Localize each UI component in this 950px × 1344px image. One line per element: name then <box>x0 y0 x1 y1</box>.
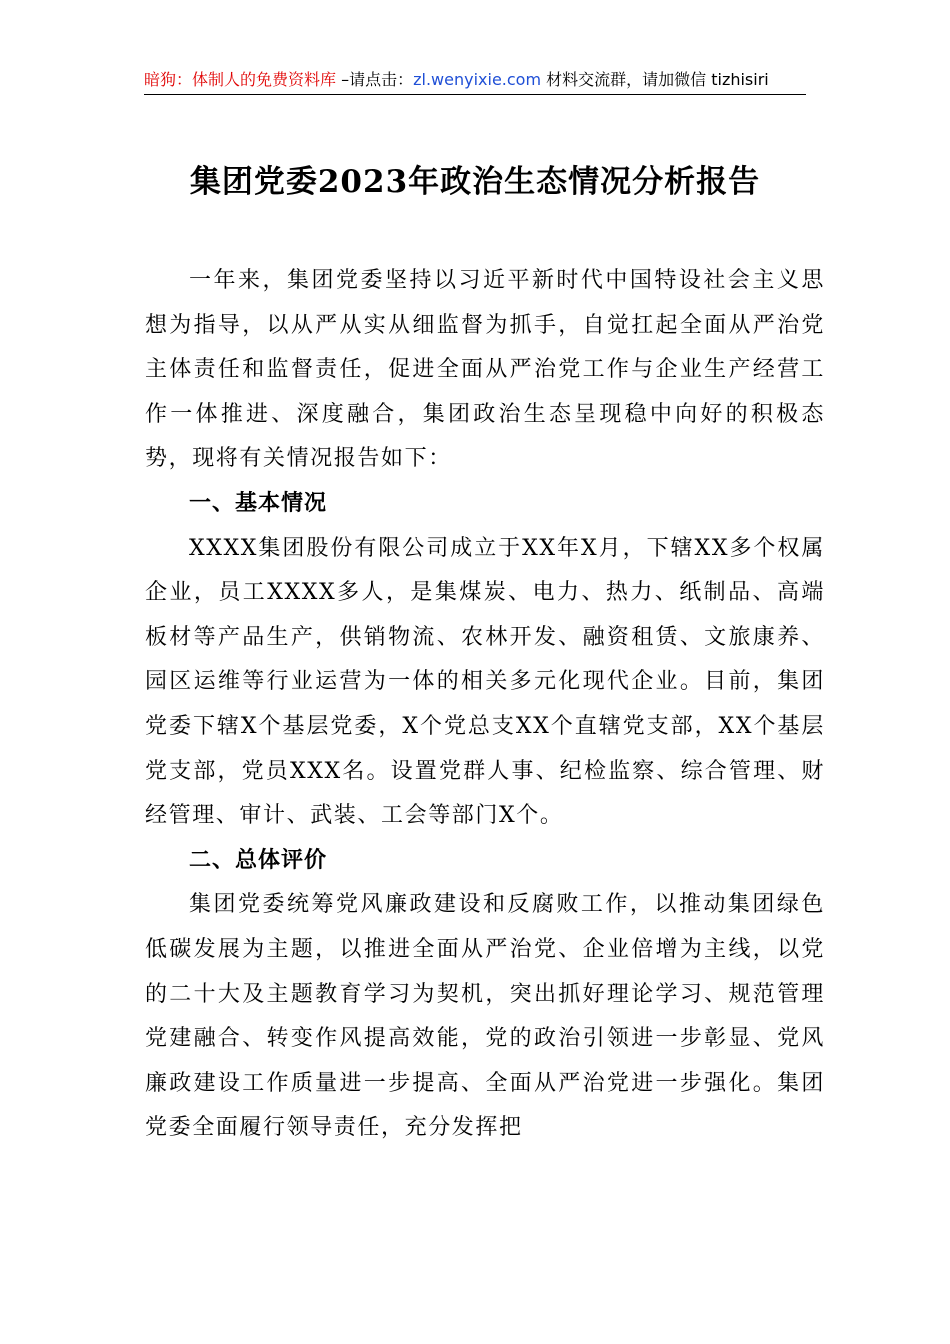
document-title: 集团党委2023年政治生态情况分析报告 <box>189 164 761 200</box>
intro-paragraph: 一年来，集团党委坚持以习近平新时代中国特设社会主义思想为指导，以从严从实从细监督为抓手，自觉扛起全面从严治党主体责任和监督责任，促进全面从严治党工作与企业生产经营工作一体推进、深度融合，集团政治生态呈现稳中向好的积极态势，现将有关情况报告如下： <box>145 268 825 472</box>
basic-info-paragraph: XXXX集团股份有限公司成立于XX年X月，下辖XX多个权属企业，员工XXXX多人，是集煤炭、电力、热力、纸制品、高端板材等产品生产，供销物流、农林开发、融资租赁、文旅康养、园区运维等行业运营为一体的相关多元化现代企业。目前，集团党委下辖X个基层党委，X个党总支XX个直辖党支部，XX个基层党支部，党员XXX名。设置党群人事、纪检监察、综合管理、财经管理、审计、武装、工会等部门X个。 <box>145 535 825 829</box>
header-wechat-note: 材料交流群，请加微信 tizhisiri <box>541 70 769 89</box>
document-body <box>145 259 825 1151</box>
header-prompt: –请点击： <box>336 70 414 89</box>
section-heading-basic: 一、基本情况 <box>189 490 328 516</box>
header-link[interactable]: zl.wenyixie.com <box>413 70 542 89</box>
header-site-name: 暗狗：体制人的免费资料库 <box>144 70 337 89</box>
evaluation-paragraph: 集团党委统筹党风廉政建设和反腐败工作，以推动集团绿色低碳发展为主题，以推进全面从严治党、企业倍增为主线，以党的二十大及主题教育学习为契机，突出抓好理论学习、规范管理党建融合、转变作风提高效能，党的政治引领进一步彰显、党风廉政建设工作质量进一步提高、全面从严治党进一步强化。集团党委全面履行领导责任，充分发挥把 <box>145 892 825 1141</box>
header-divider <box>144 94 806 95</box>
section-heading-evaluation: 二、总体评价 <box>189 847 328 873</box>
page-header <box>144 68 806 92</box>
